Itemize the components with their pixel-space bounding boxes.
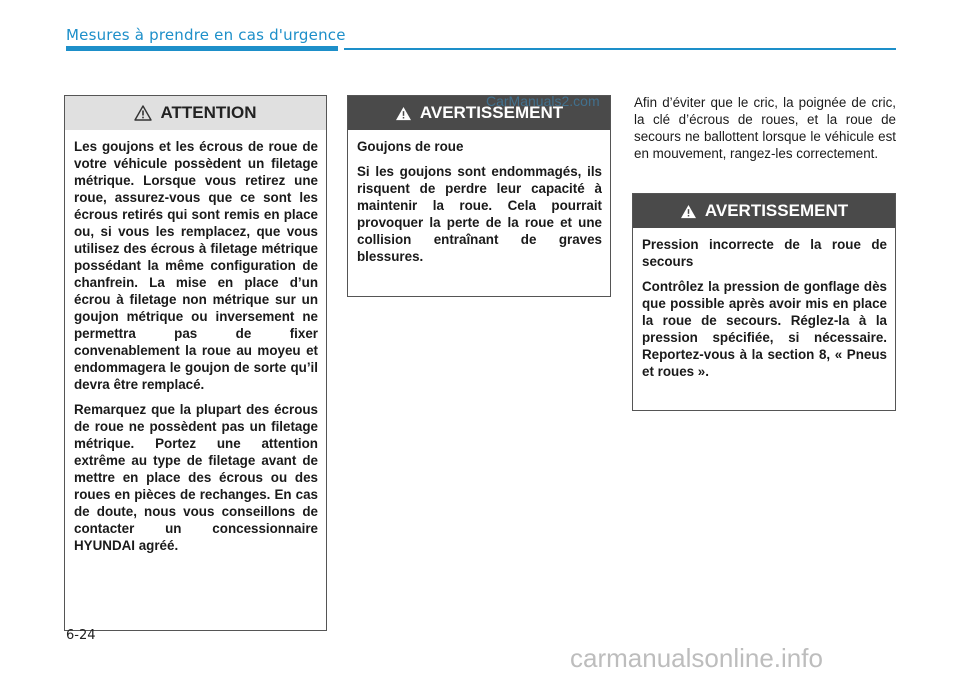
attention-body bbox=[65, 130, 326, 562]
warning-box-wheel-studs bbox=[347, 95, 611, 297]
header-rule-thin bbox=[344, 48, 896, 50]
warning-paragraph: Contrôlez la pression de gonflage dès que possible après avoir mis en place la roue de secours. Réglez-la à la pression spécifiée, si nécessaire. Reportez-vous à la section 8, « Pneus et roues ». bbox=[642, 279, 887, 379]
warning-header bbox=[633, 194, 895, 228]
attention-box bbox=[64, 95, 327, 631]
warning-subtitle: Pression incorrecte de la roue de secours bbox=[642, 237, 887, 269]
warning-body bbox=[348, 130, 610, 273]
attention-title: ATTENTION bbox=[160, 103, 257, 122]
header-rule-thick bbox=[66, 46, 338, 51]
watermark-top: CarManuals2.com bbox=[486, 93, 600, 109]
attention-paragraph: Les goujons et les écrous de roue de votre véhicule possèdent un filetage métrique. Lorsque vous retirez une roue, assurez-vous que ce sont les écrous retirés qui sont remis en place ou, si vous les remplacez, que vous utilisez des écrous à filetage métrique possédant la même configuration de chanfrein. La mise en place d’un écrou à filetage non métrique sur un goujon métrique ou inversement ne permettra pas de fixer convenablement la roue au moyeu et endommagera le goujon de sorte qu’il devra être remplacé. bbox=[74, 139, 318, 392]
watermark-bottom: carmanualsonline.info bbox=[570, 643, 823, 673]
warning-paragraph: Si les goujons sont endommagés, ils risquent de perdre leur capacité à maintenir la roue. Cela pourrait provoquer la perte de la roue et une collision entraînant de graves blessures. bbox=[357, 164, 602, 264]
attention-header bbox=[65, 96, 326, 130]
warning-triangle-icon bbox=[680, 204, 697, 219]
section-title: Mesures à prendre en cas d'urgence bbox=[66, 26, 346, 44]
warning-box-spare-pressure bbox=[632, 193, 896, 411]
warning-triangle-icon bbox=[134, 105, 152, 121]
warning-title: AVERTISSEMENT bbox=[419, 103, 564, 122]
warning-title: AVERTISSEMENT bbox=[704, 201, 849, 220]
storage-instruction-text: Afin d’éviter que le cric, la poignée de cric, la clé d’écrous de roues, et la roue de secours ne ballottent lorsque le véhicule est en mouvement, rangez-les correctement. bbox=[634, 95, 896, 161]
warning-body bbox=[633, 228, 895, 388]
page-number: 6-24 bbox=[66, 628, 96, 643]
attention-paragraph: Remarquez que la plupart des écrous de roue ne possèdent pas un filetage métrique. Portez une attention extrême au type de filetage avant de mettre en place des écrous ou des roues en pièces de rechanges. En cas de doute, nous vous conseillons de contacter un concessionnaire HYUNDAI agréé. bbox=[74, 402, 318, 553]
warning-subtitle: Goujons de roue bbox=[357, 139, 464, 154]
warning-triangle-icon bbox=[395, 106, 412, 121]
